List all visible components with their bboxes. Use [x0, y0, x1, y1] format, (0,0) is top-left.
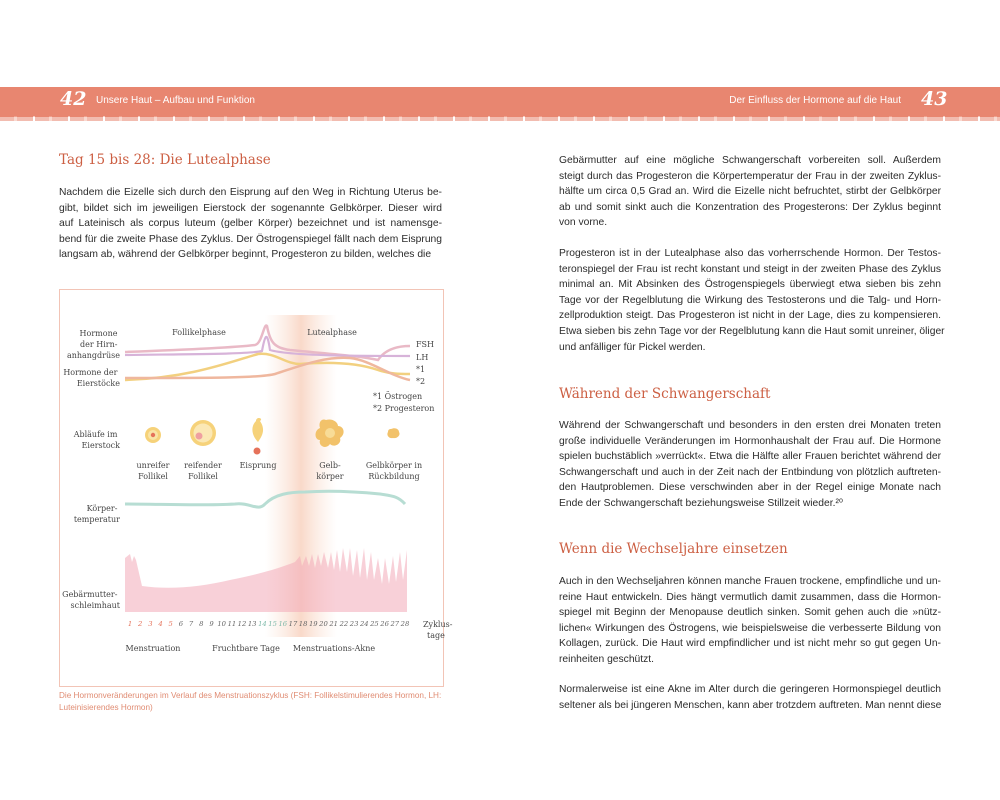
row-label-pituitary: Hormone der Hirn- anhangdrüse — [66, 329, 120, 360]
paragraph-line: ab und somit sinkt auch die Konzentration des Progesterons: Der Zyklus beginnt — [559, 201, 941, 213]
paragraph-progesterone — [559, 246, 945, 355]
paragraph-line: reine Haut entwickeln. Dies hängt vermutlich damit zusammen, dass die Hormon- — [559, 591, 941, 603]
right-page-number: 43 — [921, 88, 948, 110]
figure-caption: Die Hormonveränderungen im Verlauf des Menstruationszyklus (FSH: Follikelstimulierendes Hormon, LH: Luteinisierendes Hormon) — [59, 691, 442, 712]
legend-fsh: FSH — [416, 340, 435, 349]
cycle-day-14: 14 — [258, 620, 267, 628]
paragraph-luteal-continued — [559, 153, 941, 231]
paragraph-line: Tage vor der Regelblutung die Wirkung des Testosterons und die Talg- und Horn- — [559, 294, 941, 306]
heading-pregnancy: Während der Schwangerschaft — [559, 386, 771, 402]
bottom-label-menstruation: Menstruation — [125, 644, 181, 653]
paragraph-line: große individuelle Veränderungen im Hormonhaushalt der Frau auf. Die Hormone — [559, 435, 941, 447]
cycle-day-20: 20 — [319, 620, 328, 628]
paragraph-line: spielen buchstäblich »verrückt«. Etwa die Hälfte aller Frauen berichtet während der — [559, 451, 941, 463]
paragraph-line: teronspiegel der Frau ist recht konstant und steigt in der zweiten Phase des Zyklus — [559, 263, 941, 275]
cycle-day-21: 21 — [329, 620, 339, 628]
cycle-day-1: 1 — [127, 620, 133, 628]
stage-regression-icon — [387, 428, 399, 438]
cycle-day-17: 17 — [288, 620, 298, 628]
legend-lh: LH — [416, 353, 429, 362]
stage-label-unripe: unreifer Follikel — [136, 461, 170, 481]
cycle-day-9: 9 — [209, 620, 214, 628]
hormone-cycle-diagram — [60, 290, 453, 686]
day-axis-label: Zyklus-tage — [423, 620, 453, 640]
cycle-day-8: 8 — [199, 620, 204, 628]
heading-luteal-phase: Tag 15 bis 28: Die Lutealphase — [59, 152, 271, 168]
bottom-label-fertile-days: Fruchtbare Tage — [212, 644, 280, 653]
stage-label-corpus-luteum: Gelb-körper — [316, 461, 344, 481]
paragraph-line: hälfte um circa 0,5 Grad an. Wird die Eizelle nicht befruchtet, stirbt der Gelbkörper — [559, 186, 941, 198]
right-running-title: Der Einfluss der Hormone auf die Haut — [729, 95, 901, 106]
paragraph-line: Etwa sieben bis zehn Tage vor der Regelblutung kann die Haut somit unreiner, öliger — [559, 325, 945, 337]
cycle-day-13: 13 — [247, 620, 257, 628]
hormone-cycle-figure — [59, 289, 453, 687]
left-page-number: 42 — [60, 88, 87, 110]
paragraph-luteal — [59, 185, 442, 263]
cycle-day-23: 23 — [349, 620, 359, 628]
cycle-day-18: 18 — [298, 620, 308, 628]
paragraph-line: den Hautproblemen. Diese verschwinden aber in der Regel einige Monate nach — [559, 482, 941, 494]
cycle-day-7: 7 — [188, 620, 194, 628]
paragraph-line: langsam ab, während der Gelbkörper beginnt, Progesteron zu bilden, welches die — [59, 249, 432, 261]
paragraph-acne-age — [559, 682, 941, 713]
paragraph-line: minimal an. Mit Absinken des Östrogenspiegels überwiegt etwa sieben bis zehn — [559, 279, 941, 291]
cycle-day-24: 24 — [359, 620, 369, 628]
stage-label-regression: Gelbkörper in Rückbildung — [365, 461, 423, 481]
paragraph-line: seltener als bei jüngeren Menschen, kann aber trotzdem auftreten. Man nennt diese — [559, 699, 942, 711]
cycle-day-3: 3 — [148, 620, 153, 628]
paragraph-line: Normalerweise ist eine Akne im Alter durch die geringeren Hormonspiegel deutlich — [559, 684, 941, 695]
stage-label-ripening: reifender Follikel — [184, 461, 222, 481]
cycle-day-4: 4 — [158, 620, 163, 628]
row-label-ovary-processes: Abläufe im Eierstock — [73, 430, 120, 450]
legend-star2: *2 — [416, 377, 426, 386]
paragraph-line: Kollagen, zurück. Die Haut wird empfindlicher und ist nicht mehr so gut gegen Un- — [559, 638, 941, 650]
bottom-label-menstrual-acne: Menstruations-Akne — [292, 644, 376, 653]
paragraph-line: zellproduktion steigt. Das Progesteron ist nicht in der Lage, dies zu kompensieren. — [559, 310, 941, 322]
cycle-day-26: 26 — [380, 620, 389, 628]
legend-note-progesterone: *2 Progesteron — [373, 404, 435, 413]
stage-unripe-follicle-icon — [145, 427, 161, 443]
row-label-temperature: Körper- temperatur — [73, 504, 120, 524]
row-label-uterus: Gebärmutter- schleimhaut — [62, 590, 120, 610]
cycle-day-11: 11 — [227, 620, 237, 628]
stage-label-ovulation: Eisprung — [239, 461, 277, 470]
cycle-day-19: 19 — [308, 620, 318, 628]
paragraph-line: Progesteron ist in der Lutealphase also das vorherrschende Hormon. Der Testos- — [559, 248, 941, 259]
cycle-day-15: 15 — [268, 620, 277, 628]
paragraph-line: Ende der Schwangerschaft beziehungsweise Stillzeit wieder.²⁰ — [559, 497, 844, 509]
paragraph-line: Auch in den Wechseljahren können manche Frauen trockene, empfindliche und un- — [559, 576, 941, 587]
paragraph-line: reinheiten geschützt. — [559, 653, 655, 665]
legend-note-estrogen: *1 Östrogen — [373, 392, 423, 401]
paragraph-line: lichen« Wirkungen des Östrogens, wie beispielsweise die verbesserte Bildung von — [559, 622, 941, 634]
cycle-day-27: 27 — [390, 620, 400, 628]
cycle-day-5: 5 — [168, 620, 173, 628]
left-running-title: Unsere Haut – Aufbau und Funktion — [96, 95, 255, 106]
paragraph-line: Gebärmutter auf eine mögliche Schwangerschaft vorbereiten soll. Außerdem — [559, 155, 941, 166]
paragraph-line: auf Lateinisch als corpus luteum (gelber Körper) bezeichnet und ist namensge- — [59, 218, 442, 230]
paragraph-line: steigt durch das Progesteron die Körpertemperatur der Frau in der zweiten Zyklus- — [559, 170, 941, 182]
paragraph-menopause — [559, 574, 941, 668]
cycle-day-25: 25 — [370, 620, 379, 628]
cycle-day-2: 2 — [138, 620, 143, 628]
paragraph-line: Während der Schwangerschaft und besonders in den ersten drei Monaten treten — [559, 420, 941, 431]
cycle-day-6: 6 — [178, 620, 184, 628]
stage-ovulation-icon — [252, 418, 263, 455]
paragraph-line: gibt, bildet sich im jeweiligen Eierstock der sogenannte Gelbkörper. Dieser wird — [59, 202, 442, 214]
row-label-ovary-hormones: Hormone der Eierstöcke — [63, 368, 120, 388]
phase-luteal-label: Lutealphase — [307, 328, 357, 337]
cycle-day-12: 12 — [237, 620, 247, 628]
cycle-day-axis — [128, 620, 410, 628]
stage-ripening-follicle-icon — [190, 420, 216, 446]
phase-follicular-label: Follikelphase — [172, 328, 226, 337]
paragraph-pregnancy — [559, 418, 941, 512]
cycle-day-22: 22 — [339, 620, 349, 628]
cycle-day-28: 28 — [400, 620, 410, 628]
paragraph-line: bend für die zweite Phase des Zyklus. Der Östrogenspiegel fällt nach dem Eisprung — [59, 233, 442, 245]
cycle-day-10: 10 — [217, 620, 227, 628]
paragraph-line: und anfälliger für Pickel werden. — [559, 341, 706, 353]
paragraph-line: von vorne. — [559, 217, 608, 229]
paragraph-line: Nachdem die Eizelle sich durch den Eisprung auf den Weg in Richtung Uterus be- — [59, 187, 442, 198]
paragraph-line: spiegel mit Beginn der Menopause deutlich sinken. Somit gehen auch die »nütz- — [559, 607, 941, 619]
legend-star1: *1 — [416, 365, 426, 374]
heading-menopause: Wenn die Wechseljahre einsetzen — [559, 541, 788, 557]
paragraph-line: Schwangerschaft und auch in der Zeit nach der Entbindung von plötzlich auftreten- — [559, 466, 941, 478]
cycle-day-16: 16 — [278, 620, 288, 628]
